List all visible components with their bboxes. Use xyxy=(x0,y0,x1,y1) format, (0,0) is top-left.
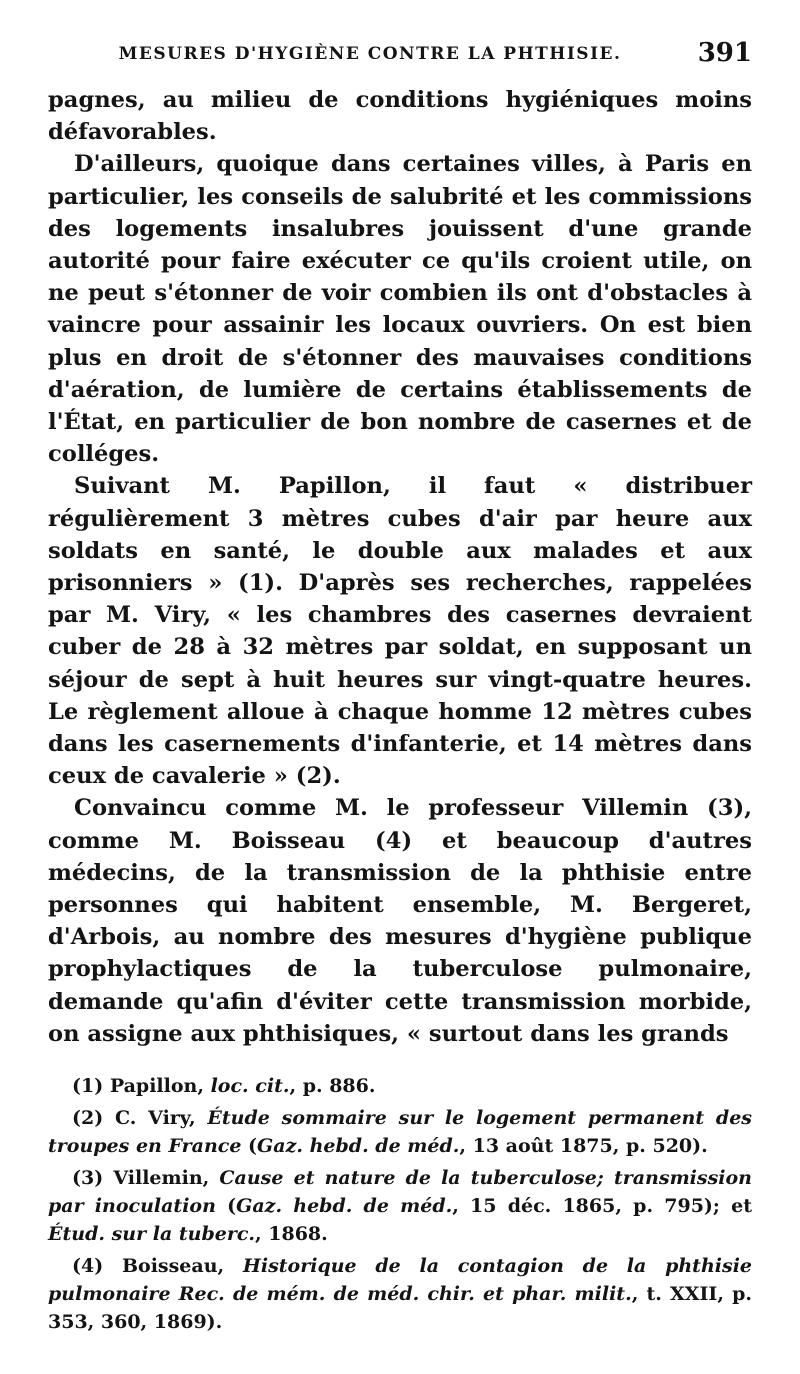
footnote-rest-mid: , 15 déc. 1865, p. 795); et xyxy=(452,1195,752,1218)
footnote-title: loc. cit. xyxy=(210,1075,290,1098)
running-title: MESURES D'HYGIÈNE CONTRE LA PHTHISIE. xyxy=(118,44,622,64)
footnote-author: Villemin, xyxy=(113,1167,210,1190)
footnote-journal: Gaz. hebd. de méd. xyxy=(236,1195,453,1218)
footnote-number: (1) xyxy=(72,1075,104,1098)
footnote-rest: , p. 886. xyxy=(289,1075,376,1098)
footnote-punct: ( xyxy=(241,1135,258,1158)
footnote-number: (3) xyxy=(72,1167,104,1190)
paragraph: Convaincu comme M. le professeur Villemin (3), comme M. Boisseau (4) et beaucoup d'autres médecins, de la transmission de la phthisie entre personnes qui habitent ensemble, M. Bergeret, d'Arbois, au nombre des mesures d'hygiène publique prophylactiques de la tuberculose pulmonaire, demande qu'afin d'éviter cette transmission morbide, on assigne aux phthisiques, « surtout dans les grands xyxy=(48,795,752,1047)
footnote-title-2: Étud. sur la tuberc. xyxy=(48,1223,256,1246)
footnote-number: (4) xyxy=(72,1255,104,1278)
body-text xyxy=(48,84,752,1050)
footnote-author: C. Viry, xyxy=(114,1107,196,1130)
footnote-author: Papillon, xyxy=(109,1075,204,1098)
book-page xyxy=(48,38,752,1336)
footnote-title: Cause et nature de la tuberculose; transmission par inoculation xyxy=(48,1167,752,1218)
footnote-1 xyxy=(48,1072,752,1100)
footnote-3 xyxy=(48,1164,752,1248)
footnote-number: (2) xyxy=(72,1107,104,1130)
footnote-4 xyxy=(48,1252,752,1336)
page-number: 391 xyxy=(697,38,752,68)
footnote-2 xyxy=(48,1104,752,1160)
footnote-rest: , 1868. xyxy=(255,1223,328,1246)
footnote-journal: Gaz. hebd. de méd. xyxy=(257,1135,460,1158)
footnote-rest: , 13 août 1875, p. 520). xyxy=(459,1135,708,1158)
footnote-rest: , t. XXII, p. 353, 360, 1869). xyxy=(48,1283,753,1334)
footnotes xyxy=(48,1072,752,1336)
running-head xyxy=(48,38,752,78)
footnote-title: Historique de la contagion de la phthisie pulmonaire Rec. de mém. de méd. chir. et phar. milit. xyxy=(48,1255,752,1306)
footnote-title: Étude sommaire sur le logement permanent des troupes en France xyxy=(48,1107,752,1158)
paragraph: Suivant M. Papillon, il faut « distribuer régulièrement 3 mètres cubes d'air par heure aux soldats en santé, le double aux malades et aux prisonniers » (1). D'après ses recherches, rappelées par M. Viry, « les chambres des casernes devraient cuber de 28 à 32 mètres par soldat, en supposant un séjour de sept à huit heures sur vingt-quatre heures. Le règlement alloue à chaque homme 12 mètres cubes dans les casernements d'infanterie, et 14 mètres dans ceux de cavalerie » (2). xyxy=(48,473,752,790)
footnote-punct: ( xyxy=(215,1195,237,1218)
paragraph: pagnes, au milieu de conditions hygiéniques moins défavorables. xyxy=(48,87,752,146)
footnote-author: Boisseau, xyxy=(121,1255,225,1278)
paragraph: D'ailleurs, quoique dans certaines villes, à Paris en particulier, les conseils de salubrité et les commissions des logements insalubres jouissent d'une grande autorité pour faire exécuter ce qu'ils croient utile, on ne peut s'étonner de voir combien ils ont d'obstacles à vaincre pour assainir les locaux ouvriers. On est bien plus en droit de s'étonner des mauvaises conditions d'aération, de lumière de certains établissements de l'État, en particulier de bon nombre de casernes et de colléges. xyxy=(48,151,752,468)
